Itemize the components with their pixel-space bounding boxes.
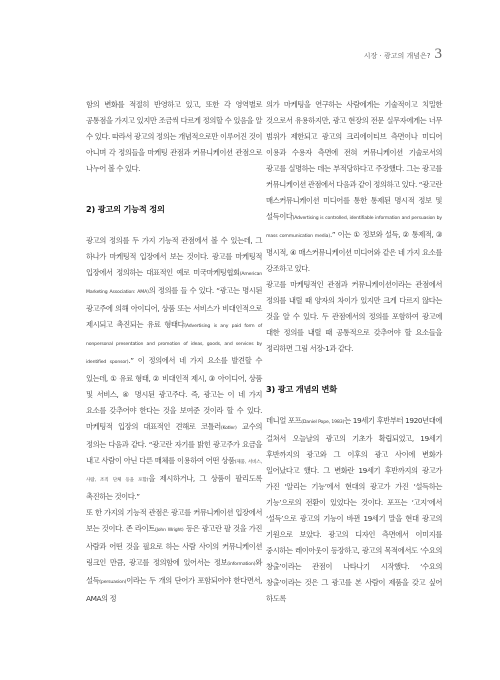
section-heading: 3) 광고 개념의 변화 <box>266 384 337 394</box>
paragraph: 함의 변화를 적절히 반영하고 있고, 또한 각 영역별로 공통점을 가지고 있지만 조금씩 다르게 정의할 수 있음을 알 수 있다. 따라서 광고의 정의는 개념적으로만 이루어진 것이 아니며 각 정의들을 마케팅 관점과 커뮤니케이션 관점으로 나누어 볼 수 있다. <box>86 100 262 173</box>
page-number: 3 <box>434 46 442 62</box>
chapter-title: 시장 · 광고의 개념은? <box>363 52 431 60</box>
paragraph: 또 한 가지의 기능적 관점은 광고를 커뮤니케이션 입장에서 보는 것이다. 존 라이트(John Wright) 등은 광고란 팔 것을 가진 사람과 어떤 것을 필요로 하는 사람 사이의 커뮤니케이션 링크인 만큼, 광고를 정의함에 있어서는 정보(information)와 설득(persuasion)이라는 두 개의 단어가 포함되어야 한다면서, AMA의 정 <box>86 508 262 603</box>
left-column <box>86 97 262 607</box>
paragraph: 의가 마케팅을 연구하는 사람에게는 기술적이고 치밀한 것으로서 유용하지만, 광고 현장의 전문 실무자에게는 너무 범위가 제한되고 광고의 크리에이티브 측면이나 미디어 이용과 수용자 측면에 전혀 커뮤니케이션 기술로서의 광고를 실명하는 데는 부적당하다고 주장했다. 그는 광고를 커뮤니케이션 관점에서 다음과 같이 정의하고 있다. “광고란 매스커뮤니케이션 미디어를 통한 통제된 명시적 정보 및 설득이다(Advertising is controlled, identifiable information and persuasion by mass communication media).” 이는 ① 정보와 설득, ② 통제적, ③ 명시적, ④ 매스커뮤니케이션 미디어와 같은 네 가지 요소를 강조하고 있다. <box>266 100 443 273</box>
paragraph: 광고의 정의를 두 가지 기능적 관점에서 볼 수 있는데, 그 하나가 마케팅적 입장에서 보는 것이다. 광고를 마케팅적 입장에서 정의하는 대표적인 예로 미국마케팅협회(American Marketing Association: AMA)의 정의를 들 수 있다. “광고는 명시된 광고주에 의해 아이디어, 상품 또는 서비스가 비대인적으로 제시되고 촉진되는 유료 형태다(Advertising is any paid form of nonpersonal presentation and promotion of ideas, goods, and services by identified sponsor).” 이 정의에서 네 가지 요소를 발견할 수 있는데, ① 유료 형태, ② 비대인적 제시, ③ 아이디어, 상품 및 서비스, ④ 명시된 광고주다. 즉, 광고는 이 네 가지 요소를 갖추어야 한다는 것을 보여준 것이라 할 수 있다. 마케팅적 입장의 대표적인 견해로 코틀러(Kotler) 교수의 정의는 다음과 같다. “광고란 자기를 밝힌 광고주가 요금을 내고 사람이 아닌 다른 매체를 이용하여 어떤 상품(제품, 서비스, 사람, 조직 단체 등을 포함)을 제시하거나, 그 상품이 팔리도록 촉진하는 것이다.” <box>86 236 263 501</box>
running-header <box>364 47 442 62</box>
paragraph: 데니얼 포프(Daniel Pope, 1983)는 19세기 후반부터 1920년대에 걸쳐서 오늘날의 광고의 기초가 확립되었고, 19세기 후반까지의 광고와 그 이후의 광고 사이에 변화가 일어났다고 했다. 그 변화란 19세기 후반까지의 광고가 가진 ‘알리는 기능’에서 현대의 광고가 가진 ‘설득하는 기능’으로의 전환이 있었다는 것이다. 포프는 ‘고지’에서 ‘설득’으로 광고의 기능이 바뀐 19세기 말을 현대 광고의 기원으로 보았다. 광고의 디자인 측면에서 이미지를 중시하는 레이아웃이 등장하고, 광고의 목적에서도 ‘수요의 창출’이라는 관점이 나타나기 시작했다. ‘수요의 창출’이라는 것은 그 광고를 본 사람이 제품을 갖고 싶어 하도록 <box>266 416 442 603</box>
section-heading: 2) 광고의 기능적 정의 <box>86 204 165 214</box>
paragraph: 광고를 마케팅적인 관점과 커뮤니케이션이라는 관점에서 정의를 내릴 때 양자의 차이가 있지만 크게 다르지 않다는 것을 알 수 있다. 두 관점에서의 정의를 포함하여 광고에 대한 정의를 내릴 때 공통적으로 갖추어야 할 요소들을 정리하면 그림 서장-1과 같다. <box>266 280 442 353</box>
right-column <box>266 97 442 607</box>
